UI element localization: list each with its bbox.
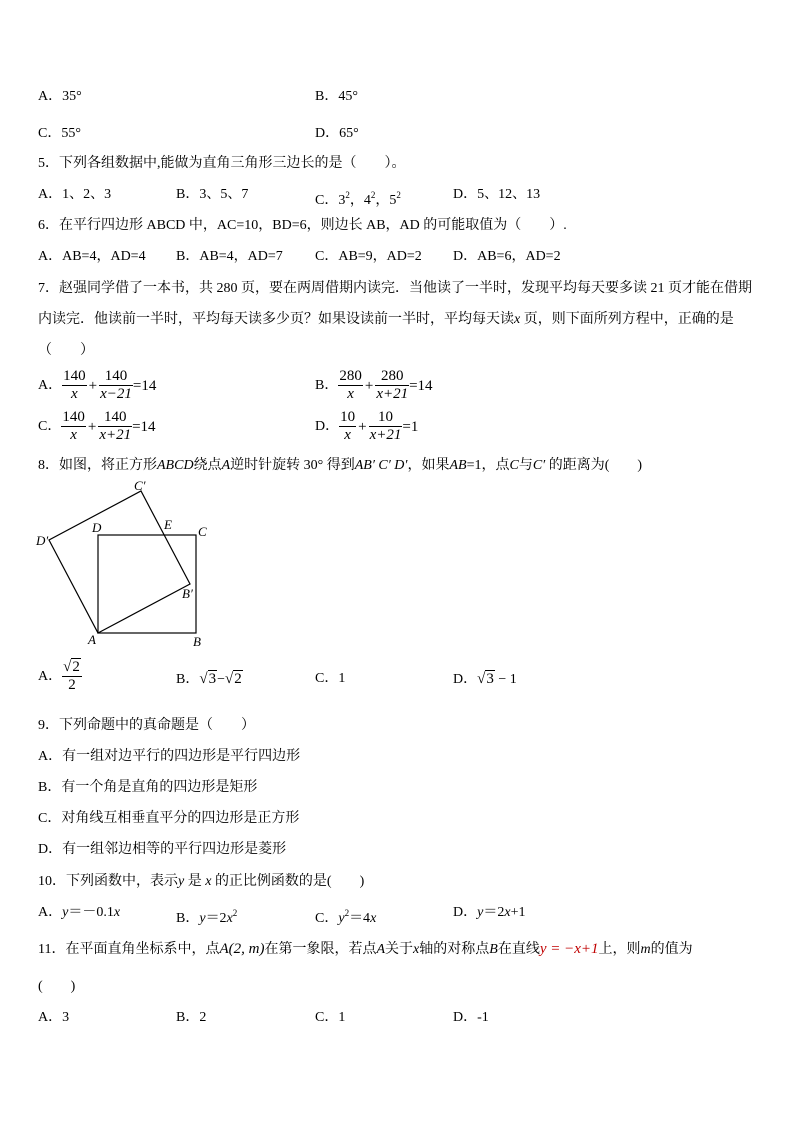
- q10-option-b: B．$y=2x^2$: [176, 908, 238, 926]
- q7-option-a: A． $\frac{140}{x}$ + $\frac{140}{x-21}$ =14: [38, 368, 157, 402]
- rotated-square-figure: [30, 478, 220, 650]
- q10-option-d: D．y＝2x+1: [453, 905, 526, 920]
- q5-option-c: C．$3^2$，$4^2$，$5^2$: [315, 190, 401, 208]
- q7-stem-line2: 内读完．他读前一半时，平均每天读多少页？如果设读前一半时，平均每天读x 页，则下面所列方程中，正确的是: [38, 312, 734, 327]
- q7-answer-blank: （ ）: [38, 343, 94, 358]
- label-b: B: [193, 634, 201, 649]
- q6-stem: 6．在平行四边形 ABCD 中，AC=10，BD=6，则边长 AB，AD 的可能取值为（ ）.: [38, 218, 567, 233]
- q7-option-d: D． $\frac{10}{x}$ + $\frac{10}{x+21}$ =1: [315, 409, 419, 443]
- q11-option-d: D．-1: [453, 1010, 489, 1025]
- q9-option-d: D．有一组邻边相等的平行四边形是菱形: [38, 842, 287, 857]
- q9-option-b: B．有一个角是直角的四边形是矩形: [38, 780, 258, 795]
- q10-option-a: A．y＝－0.1x: [38, 905, 121, 920]
- q6-option-d: D．AB=6，AD=2: [453, 249, 561, 264]
- q5-option-d: D．5、12、13: [453, 187, 541, 202]
- q11-option-a: A．3: [38, 1010, 70, 1025]
- square-abcd: [98, 535, 196, 633]
- q4-option-c: C．55°: [38, 126, 81, 141]
- q4-option-d: D．65°: [315, 126, 359, 141]
- q10-stem: 10．下列函数中，表示y 是 x 的正比例函数的是( ): [38, 874, 365, 889]
- q6-option-b: B．AB=4，AD=7: [176, 249, 283, 264]
- q6-option-c: C．AB=9，AD=2: [315, 249, 422, 264]
- q7-stem-line1: 7．赵强同学借了一本书，共 280 页，要在两周借期内读完．当他读了一半时，发现平均每天要多读 21 页才能在借期: [38, 281, 752, 296]
- label-e: E: [164, 517, 172, 532]
- label-d1: D′: [36, 533, 49, 548]
- q5-option-a: A．1、2、3: [38, 187, 112, 202]
- q5-stem: 5．下列各组数据中,能做为直角三角形三边长的是（ ）。: [38, 156, 406, 171]
- q11-stem: 11．在平面直角坐标系中，点A(2, m)在第一象限，若点A关于x轴的对称点B在直线y = −x+1上，则m的值为: [38, 941, 693, 957]
- q8-option-b: B．√3−√2: [176, 671, 242, 687]
- q11-option-c: C．1: [315, 1010, 346, 1025]
- q8-option-c: C．1: [315, 671, 346, 686]
- label-a: A: [88, 632, 96, 647]
- label-b1: B′: [182, 586, 193, 601]
- q8-option-a: A． $\frac{√2}{2}$: [38, 659, 80, 693]
- q4-option-a: A．35°: [38, 89, 82, 104]
- q8-stem: 8．如图，将正方形ABCD绕点A逆时针旋转 30° 得到AB′ C′ D′，如果AB=1，点C与C′ 的距离为( ): [38, 458, 643, 473]
- label-c: C: [198, 524, 207, 539]
- q5-option-b: B．3、5、7: [176, 187, 249, 202]
- q6-option-a: A．AB=4，AD=4: [38, 249, 146, 264]
- square-ab1c1d1: [49, 491, 190, 633]
- q4-option-b: B．45°: [315, 89, 358, 104]
- q9-option-c: C．对角线互相垂直平分的四边形是正方形: [38, 811, 300, 826]
- q10-option-c: C．$y^2=4x$: [315, 908, 377, 926]
- q9-stem: 9．下列命题中的真命题是（ ）: [38, 718, 255, 733]
- label-c1: C′: [134, 478, 146, 493]
- label-d: D: [92, 520, 102, 535]
- q11-answer-blank: ( ): [38, 979, 76, 994]
- q7-option-c: C． $\frac{140}{x}$ + $\frac{140}{x+21}$ =14: [38, 409, 156, 443]
- q8-option-d: D．√3 − 1: [453, 671, 517, 687]
- q9-option-a: A．有一组对边平行的四边形是平行四边形: [38, 749, 301, 764]
- q11-option-b: B．2: [176, 1010, 207, 1025]
- q7-option-b: B． $\frac{280}{x}$ + $\frac{280}{x+21}$ =14: [315, 368, 433, 402]
